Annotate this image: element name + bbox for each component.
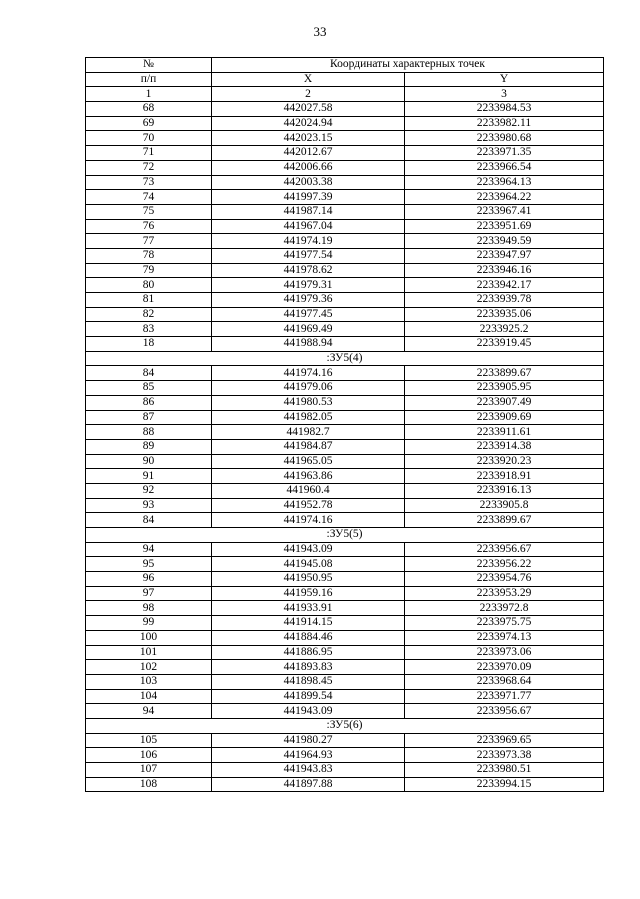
table-row bbox=[86, 293, 604, 308]
x-coordinate-cell: 442012.67 bbox=[212, 146, 405, 161]
point-number-cell: 81 bbox=[86, 293, 212, 308]
point-number-cell: 78 bbox=[86, 248, 212, 263]
point-number-cell: 108 bbox=[86, 777, 212, 792]
table-row bbox=[86, 572, 604, 587]
x-coordinate-cell: 441980.53 bbox=[212, 395, 405, 410]
table-row bbox=[86, 542, 604, 557]
x-coordinate-cell: 442006.66 bbox=[212, 160, 405, 175]
x-coordinate-cell: 441977.54 bbox=[212, 248, 405, 263]
table-row bbox=[86, 322, 604, 337]
y-coordinate-cell: 2233980.51 bbox=[405, 763, 604, 778]
header-number-label: п/п bbox=[86, 72, 212, 87]
x-coordinate-cell: 441984.87 bbox=[212, 439, 405, 454]
point-number-cell: 72 bbox=[86, 160, 212, 175]
y-coordinate-cell: 2233925.2 bbox=[405, 322, 604, 337]
table-row bbox=[86, 234, 604, 249]
x-coordinate-cell: 441884.46 bbox=[212, 630, 405, 645]
table-row bbox=[86, 263, 604, 278]
table-row bbox=[86, 557, 604, 572]
y-coordinate-cell: 2233975.75 bbox=[405, 616, 604, 631]
point-number-cell: 71 bbox=[86, 146, 212, 161]
y-coordinate-cell: 2233970.09 bbox=[405, 660, 604, 675]
x-coordinate-cell: 441886.95 bbox=[212, 645, 405, 660]
header-number-symbol: № bbox=[86, 58, 212, 73]
y-coordinate-cell: 2233947.97 bbox=[405, 248, 604, 263]
y-coordinate-cell: 2233920.23 bbox=[405, 454, 604, 469]
x-coordinate-cell: 441943.09 bbox=[212, 704, 405, 719]
table-row bbox=[86, 190, 604, 205]
point-number-cell: 74 bbox=[86, 190, 212, 205]
x-coordinate-cell: 441964.93 bbox=[212, 748, 405, 763]
x-coordinate-cell: 441988.94 bbox=[212, 337, 405, 352]
header-coordinates-title: Координаты характерных точек bbox=[212, 58, 604, 73]
y-coordinate-cell: 2233918.91 bbox=[405, 469, 604, 484]
point-number-cell: 107 bbox=[86, 763, 212, 778]
x-coordinate-cell: 441979.31 bbox=[212, 278, 405, 293]
point-number-cell: 91 bbox=[86, 469, 212, 484]
y-coordinate-cell: 2233946.16 bbox=[405, 263, 604, 278]
x-coordinate-cell: 441950.95 bbox=[212, 572, 405, 587]
table-row bbox=[86, 660, 604, 675]
point-number-cell: 18 bbox=[86, 337, 212, 352]
y-coordinate-cell: 2233956.67 bbox=[405, 704, 604, 719]
point-number-cell: 85 bbox=[86, 381, 212, 396]
x-coordinate-cell: 441967.04 bbox=[212, 219, 405, 234]
table-row bbox=[86, 204, 604, 219]
x-coordinate-cell: 441977.45 bbox=[212, 307, 405, 322]
y-coordinate-cell: 2233973.38 bbox=[405, 748, 604, 763]
header-col-index-3: 3 bbox=[405, 87, 604, 102]
table-row bbox=[86, 777, 604, 792]
point-number-cell: 99 bbox=[86, 616, 212, 631]
point-number-cell: 69 bbox=[86, 116, 212, 131]
section-row bbox=[86, 718, 604, 733]
y-coordinate-cell: 2233907.49 bbox=[405, 395, 604, 410]
page-number: 33 bbox=[313, 24, 327, 39]
section-label: :ЗУ5(6) bbox=[86, 718, 604, 733]
point-number-cell: 97 bbox=[86, 586, 212, 601]
table-row bbox=[86, 307, 604, 322]
header-row-2 bbox=[86, 72, 604, 87]
table-row bbox=[86, 704, 604, 719]
table-row bbox=[86, 366, 604, 381]
y-coordinate-cell: 2233974.13 bbox=[405, 630, 604, 645]
table-row bbox=[86, 146, 604, 161]
x-coordinate-cell: 441897.88 bbox=[212, 777, 405, 792]
point-number-cell: 87 bbox=[86, 410, 212, 425]
point-number-cell: 104 bbox=[86, 689, 212, 704]
y-coordinate-cell: 2233984.53 bbox=[405, 102, 604, 117]
table-row bbox=[86, 601, 604, 616]
x-coordinate-cell: 441960.4 bbox=[212, 483, 405, 498]
y-coordinate-cell: 2233899.67 bbox=[405, 366, 604, 381]
header-index-row bbox=[86, 87, 604, 102]
point-number-cell: 102 bbox=[86, 660, 212, 675]
point-number-cell: 88 bbox=[86, 425, 212, 440]
x-coordinate-cell: 441979.36 bbox=[212, 293, 405, 308]
x-coordinate-cell: 441978.62 bbox=[212, 263, 405, 278]
x-coordinate-cell: 441952.78 bbox=[212, 498, 405, 513]
table-row bbox=[86, 248, 604, 263]
table-row bbox=[86, 733, 604, 748]
table-row bbox=[86, 469, 604, 484]
x-coordinate-cell: 442003.38 bbox=[212, 175, 405, 190]
point-number-cell: 95 bbox=[86, 557, 212, 572]
x-coordinate-cell: 441974.16 bbox=[212, 513, 405, 528]
y-coordinate-cell: 2233916.13 bbox=[405, 483, 604, 498]
table-body bbox=[86, 102, 604, 792]
y-coordinate-cell: 2233899.67 bbox=[405, 513, 604, 528]
x-coordinate-cell: 441963.86 bbox=[212, 469, 405, 484]
y-coordinate-cell: 2233953.29 bbox=[405, 586, 604, 601]
y-coordinate-cell: 2233966.54 bbox=[405, 160, 604, 175]
x-coordinate-cell: 441974.19 bbox=[212, 234, 405, 249]
point-number-cell: 96 bbox=[86, 572, 212, 587]
table-row bbox=[86, 102, 604, 117]
x-coordinate-cell: 441943.83 bbox=[212, 763, 405, 778]
x-coordinate-cell: 441899.54 bbox=[212, 689, 405, 704]
point-number-cell: 80 bbox=[86, 278, 212, 293]
table-header bbox=[86, 58, 604, 102]
point-number-cell: 73 bbox=[86, 175, 212, 190]
header-row-1 bbox=[86, 58, 604, 73]
y-coordinate-cell: 2233905.8 bbox=[405, 498, 604, 513]
header-x-label: X bbox=[212, 72, 405, 87]
y-coordinate-cell: 2233939.78 bbox=[405, 293, 604, 308]
table-row bbox=[86, 616, 604, 631]
table-row bbox=[86, 425, 604, 440]
point-number-cell: 94 bbox=[86, 542, 212, 557]
y-coordinate-cell: 2233964.13 bbox=[405, 175, 604, 190]
x-coordinate-cell: 441933.91 bbox=[212, 601, 405, 616]
point-number-cell: 94 bbox=[86, 704, 212, 719]
y-coordinate-cell: 2233935.06 bbox=[405, 307, 604, 322]
table-row bbox=[86, 160, 604, 175]
table-row bbox=[86, 513, 604, 528]
section-row bbox=[86, 351, 604, 366]
point-number-cell: 89 bbox=[86, 439, 212, 454]
table-row bbox=[86, 586, 604, 601]
point-number-cell: 90 bbox=[86, 454, 212, 469]
table-row bbox=[86, 454, 604, 469]
y-coordinate-cell: 2233956.22 bbox=[405, 557, 604, 572]
y-coordinate-cell: 2233914.38 bbox=[405, 439, 604, 454]
table-row bbox=[86, 674, 604, 689]
y-coordinate-cell: 2233994.15 bbox=[405, 777, 604, 792]
y-coordinate-cell: 2233964.22 bbox=[405, 190, 604, 205]
y-coordinate-cell: 2233972.8 bbox=[405, 601, 604, 616]
table-row bbox=[86, 131, 604, 146]
point-number-cell: 82 bbox=[86, 307, 212, 322]
point-number-cell: 76 bbox=[86, 219, 212, 234]
point-number-cell: 70 bbox=[86, 131, 212, 146]
table-row bbox=[86, 395, 604, 410]
x-coordinate-cell: 441987.14 bbox=[212, 204, 405, 219]
point-number-cell: 84 bbox=[86, 513, 212, 528]
x-coordinate-cell: 441980.27 bbox=[212, 733, 405, 748]
point-number-cell: 98 bbox=[86, 601, 212, 616]
y-coordinate-cell: 2233911.61 bbox=[405, 425, 604, 440]
y-coordinate-cell: 2233973.06 bbox=[405, 645, 604, 660]
point-number-cell: 101 bbox=[86, 645, 212, 660]
x-coordinate-cell: 441945.08 bbox=[212, 557, 405, 572]
point-number-cell: 92 bbox=[86, 483, 212, 498]
y-coordinate-cell: 2233905.95 bbox=[405, 381, 604, 396]
point-number-cell: 75 bbox=[86, 204, 212, 219]
table-row bbox=[86, 337, 604, 352]
y-coordinate-cell: 2233967.41 bbox=[405, 204, 604, 219]
table-row bbox=[86, 175, 604, 190]
y-coordinate-cell: 2233949.59 bbox=[405, 234, 604, 249]
table-row bbox=[86, 645, 604, 660]
x-coordinate-cell: 442024.94 bbox=[212, 116, 405, 131]
header-y-label: Y bbox=[405, 72, 604, 87]
table-row bbox=[86, 498, 604, 513]
x-coordinate-cell: 441997.39 bbox=[212, 190, 405, 205]
x-coordinate-cell: 441974.16 bbox=[212, 366, 405, 381]
header-col-index-2: 2 bbox=[212, 87, 405, 102]
section-label: :ЗУ5(5) bbox=[86, 528, 604, 543]
table-row bbox=[86, 763, 604, 778]
y-coordinate-cell: 2233982.11 bbox=[405, 116, 604, 131]
point-number-cell: 79 bbox=[86, 263, 212, 278]
point-number-cell: 103 bbox=[86, 674, 212, 689]
header-col-index-1: 1 bbox=[86, 87, 212, 102]
point-number-cell: 106 bbox=[86, 748, 212, 763]
table-row bbox=[86, 689, 604, 704]
point-number-cell: 100 bbox=[86, 630, 212, 645]
x-coordinate-cell: 441965.05 bbox=[212, 454, 405, 469]
y-coordinate-cell: 2233956.67 bbox=[405, 542, 604, 557]
point-number-cell: 68 bbox=[86, 102, 212, 117]
coordinates-table bbox=[85, 57, 604, 792]
point-number-cell: 83 bbox=[86, 322, 212, 337]
x-coordinate-cell: 442027.58 bbox=[212, 102, 405, 117]
table-row bbox=[86, 278, 604, 293]
point-number-cell: 84 bbox=[86, 366, 212, 381]
y-coordinate-cell: 2233969.65 bbox=[405, 733, 604, 748]
x-coordinate-cell: 441979.06 bbox=[212, 381, 405, 396]
y-coordinate-cell: 2233942.17 bbox=[405, 278, 604, 293]
x-coordinate-cell: 441943.09 bbox=[212, 542, 405, 557]
y-coordinate-cell: 2233968.64 bbox=[405, 674, 604, 689]
table-row bbox=[86, 483, 604, 498]
x-coordinate-cell: 442023.15 bbox=[212, 131, 405, 146]
table-row bbox=[86, 381, 604, 396]
x-coordinate-cell: 441898.45 bbox=[212, 674, 405, 689]
x-coordinate-cell: 441959.16 bbox=[212, 586, 405, 601]
y-coordinate-cell: 2233980.68 bbox=[405, 131, 604, 146]
table-row bbox=[86, 410, 604, 425]
y-coordinate-cell: 2233919.45 bbox=[405, 337, 604, 352]
section-label: :ЗУ5(4) bbox=[86, 351, 604, 366]
point-number-cell: 105 bbox=[86, 733, 212, 748]
table-row bbox=[86, 116, 604, 131]
y-coordinate-cell: 2233951.69 bbox=[405, 219, 604, 234]
x-coordinate-cell: 441969.49 bbox=[212, 322, 405, 337]
y-coordinate-cell: 2233971.77 bbox=[405, 689, 604, 704]
x-coordinate-cell: 441914.15 bbox=[212, 616, 405, 631]
table-row bbox=[86, 219, 604, 234]
point-number-cell: 86 bbox=[86, 395, 212, 410]
section-row bbox=[86, 528, 604, 543]
y-coordinate-cell: 2233954.76 bbox=[405, 572, 604, 587]
table-row bbox=[86, 748, 604, 763]
table-row bbox=[86, 630, 604, 645]
point-number-cell: 93 bbox=[86, 498, 212, 513]
point-number-cell: 77 bbox=[86, 234, 212, 249]
x-coordinate-cell: 441893.83 bbox=[212, 660, 405, 675]
x-coordinate-cell: 441982.7 bbox=[212, 425, 405, 440]
table-row bbox=[86, 439, 604, 454]
x-coordinate-cell: 441982.05 bbox=[212, 410, 405, 425]
y-coordinate-cell: 2233909.69 bbox=[405, 410, 604, 425]
y-coordinate-cell: 2233971.35 bbox=[405, 146, 604, 161]
